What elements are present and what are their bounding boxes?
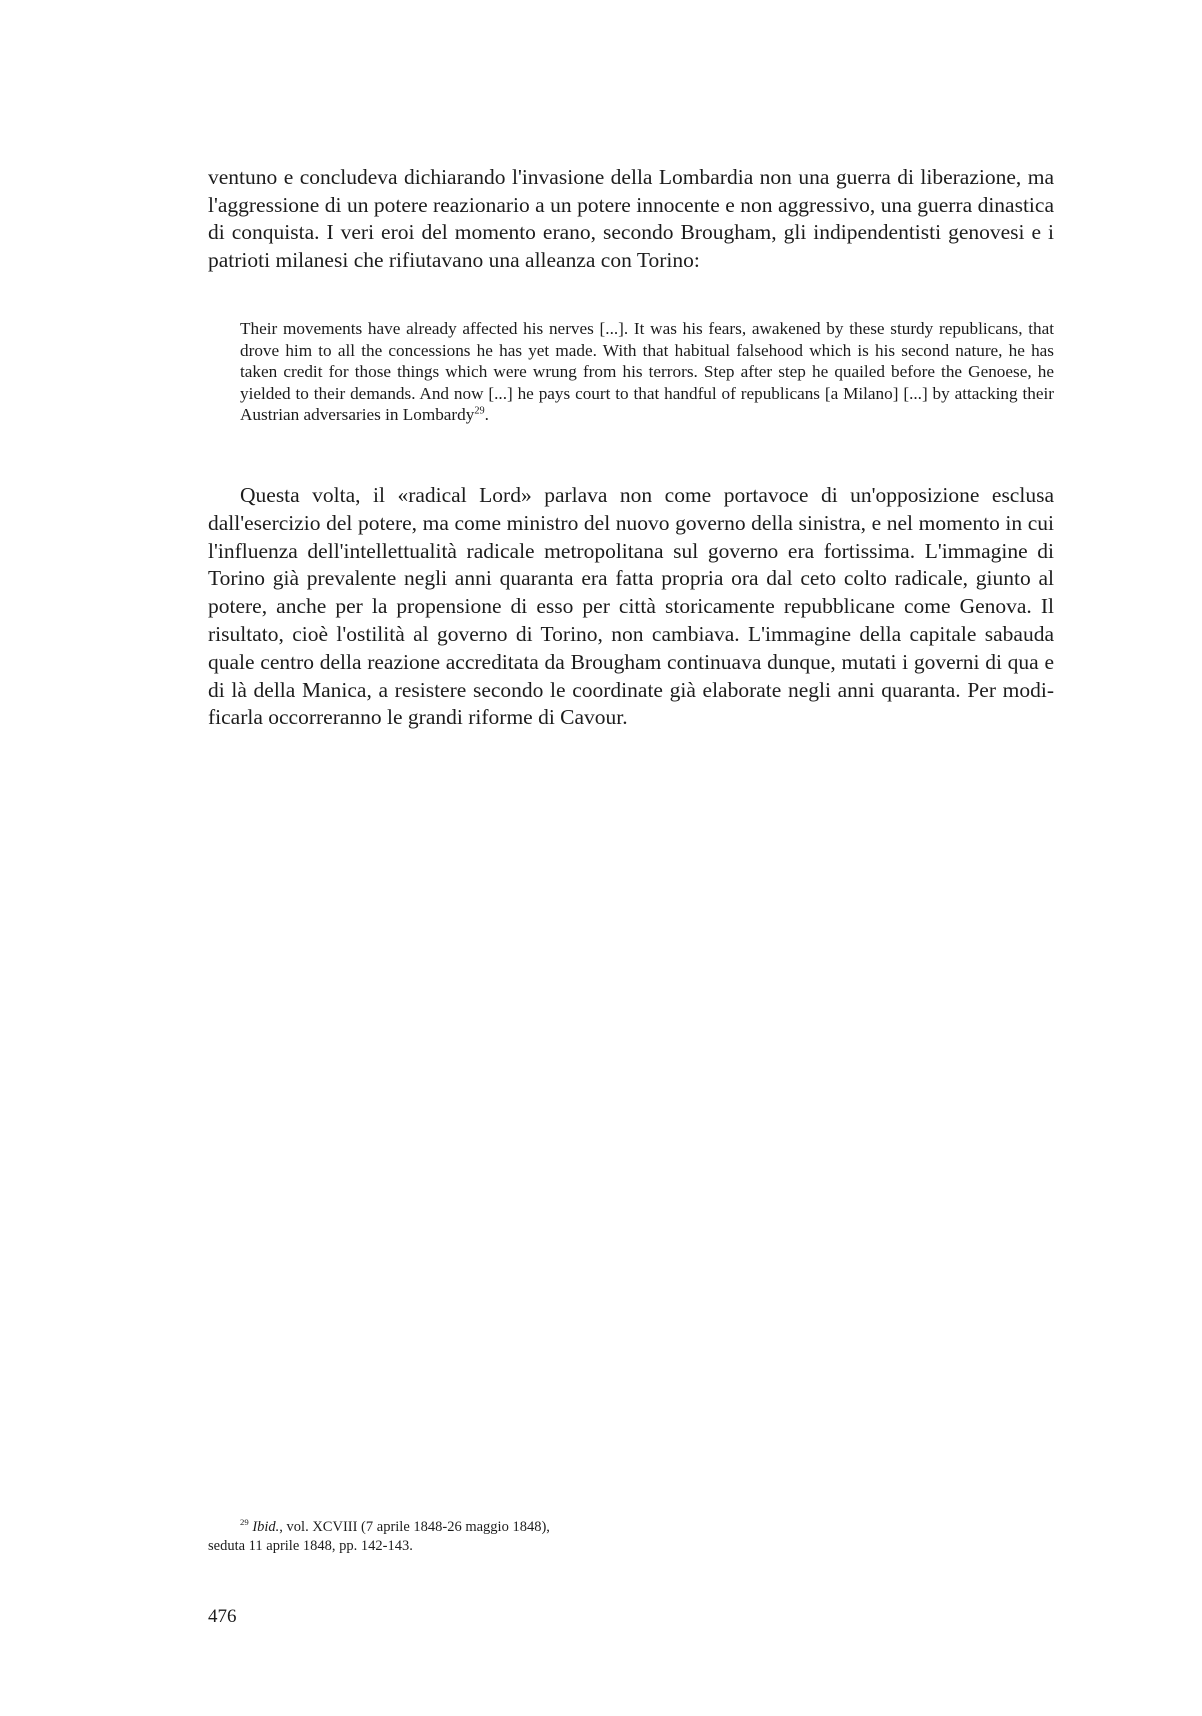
footnote-number: 29 (240, 1517, 249, 1528)
page-number: 476 (208, 1606, 237, 1627)
footnote-line-1 (208, 1518, 808, 1537)
body-paragraph-2: Questa volta, il «radical Lord» parlava non come portavoce di un'opposizione esclusa dall'esercizio del potere, ma come ministro del nuovo governo della sinistra, e nel momento in cui l'influenza dell'intellettualità radicale metropolitana sul governo era fortissima. L'immagine di Torino già prevalente negli anni quaranta era fatta propria ora dal ceto colto radicale, giunto al potere, anche per la propensione di esso per città storicamente repubblicane come Genova. Il risultato, cioè l'ostilità al governo di Torino, non cambiava. L'immagine della capitale sabauda quale centro della reazione accreditata da Brougham continuava dunque, mutati i governi di qua e di là della Manica, a resistere secondo le coordinate già elaborate negli anni quaranta. Per modificarla occorreranno le grandi riforme di Cavour. (208, 483, 1054, 730)
footnote-citation: , vol. XCVIII (7 aprile 1848-26 maggio 1848), (279, 1519, 550, 1535)
body-paragraph-1: ventuno e concludeva dichiarando l'invasione della Lombardia non una guerra di liberazione, ma l'aggressione di un potere reazionario a un potere innocente e non aggressivo, una guerra dinastica di conquista. I veri eroi del momento erano, secondo Brougham, gli indipendentisti genovesi e i patrioti milanesi che rifiutavano una alleanza con Torino: (208, 165, 1054, 272)
footnote-reference[interactable]: 29 (474, 405, 485, 417)
footnote-line-2: seduta 11 aprile 1848, pp. 142-143. (208, 1538, 413, 1554)
footnote-ibid: Ibid. (252, 1519, 280, 1535)
block-quote (240, 318, 1054, 426)
footnote (208, 1518, 808, 1556)
block-quote-text: Their movements have already affected his nerves [...]. It was his fears, awakened by these sturdy republicans, that drove him to all the concessions he has yet made. With that habitual falsehood which is his second nature, he has taken credit for those things which were wrung from his terrors. Step after step he quailed before the Genoese, he yielded to their demands. And now [...] he pays court to that handful of republicans [a Milano] [...] by attacking their Austrian adversaries in Lombardy (240, 319, 1054, 424)
block-quote-end: . (484, 405, 489, 424)
